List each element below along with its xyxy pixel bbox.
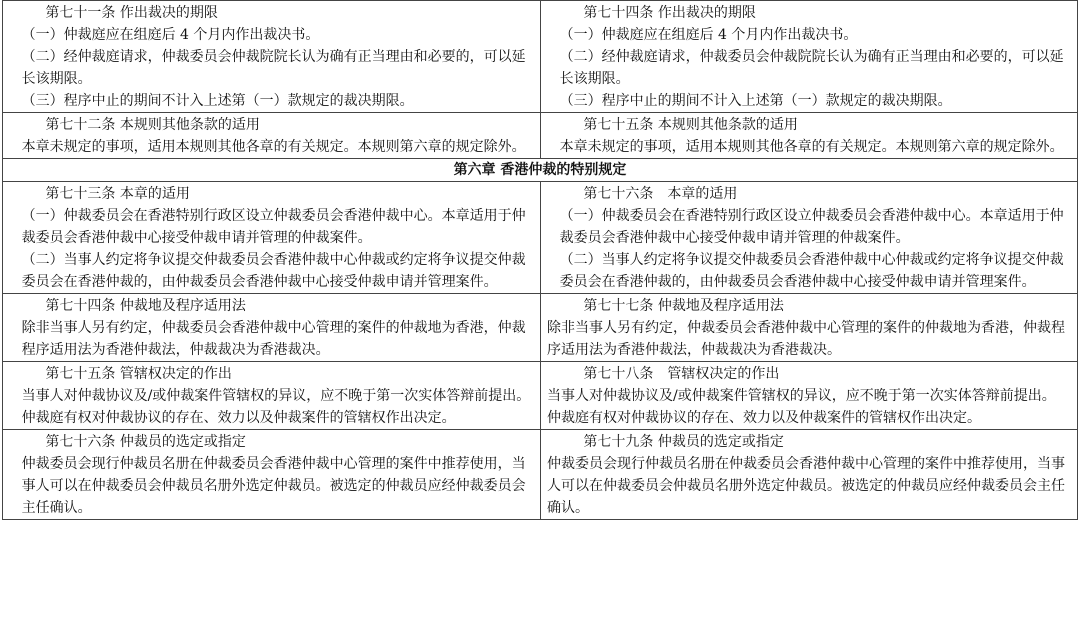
table-row [3,294,1078,362]
article-heading: 第七十七条 仲裁地及程序适用法 [583,298,784,314]
article-heading: 第七十八条 管辖权决定的作出 [583,366,780,382]
paragraph: （三）程序中止的期间不计入上述第（一）款规定的裁决期限。 [21,93,414,109]
left-cell [3,430,541,520]
table-row [3,1,1078,113]
article-heading: 第七十一条 作出裁决的期限 [45,5,218,21]
article-heading: 第七十四条 仲裁地及程序适用法 [45,298,246,314]
table-row [3,430,1078,520]
paragraph: （二）当事人约定将争议提交仲裁委员会香港仲裁中心仲裁或约定将争议提交仲裁委员会在香港仲裁的，由仲裁委员会香港仲裁中心接受仲裁申请并管理案件。 [21,252,526,290]
comparison-table [2,0,1078,520]
paragraph: （一）仲裁庭应在组庭后 4 个月内作出裁决书。 [21,27,320,43]
left-cell [3,182,541,294]
right-cell [541,430,1078,520]
article-heading: 第七十五条 管辖权决定的作出 [45,366,232,382]
paragraph: （三）程序中止的期间不计入上述第（一）款规定的裁决期限。 [559,93,952,109]
right-cell [541,182,1078,294]
paragraph: （一）仲裁庭应在组庭后 4 个月内作出裁决书。 [559,27,858,43]
article-heading: 第七十二条 本规则其他条款的适用 [45,117,260,133]
paragraph: 本章未规定的事项，适用本规则其他各章的有关规定。本规则第六章的规定除外。 [559,139,1064,155]
paragraph: 仲裁庭有权对仲裁协议的存在、效力以及仲裁案件的管辖权作出决定。 [21,410,456,426]
article-heading: 第七十六条 仲裁员的选定或指定 [45,434,246,450]
paragraph: （二）经仲裁庭请求，仲裁委员会仲裁院院长认为确有正当理由和必要的，可以延长该期限。 [21,49,526,87]
article-heading: 第七十四条 作出裁决的期限 [583,5,756,21]
article-heading: 第七十五条 本规则其他条款的适用 [583,117,798,133]
paragraph: 仲裁庭有权对仲裁协议的存在、效力以及仲裁案件的管辖权作出决定。 [547,410,981,426]
table-row [3,182,1078,294]
table-row [3,113,1078,159]
left-cell [3,294,541,362]
right-cell [541,294,1078,362]
paragraph: 当事人对仲裁协议及/或仲裁案件管辖权的异议，应不晚于第一次实体答辩前提出。 [547,388,1056,404]
paragraph: 除非当事人另有约定，仲裁委员会香港仲裁中心管理的案件的仲裁地为香港，仲裁程序适用法为香港仲裁法，仲裁裁决为香港裁决。 [547,320,1065,358]
paragraph: （一）仲裁委员会在香港特别行政区设立仲裁委员会香港仲裁中心。本章适用于仲裁委员会香港仲裁中心接受仲裁申请并管理的仲裁案件。 [21,208,526,246]
chapter-title: 第六章 香港仲裁的特别规定 [3,159,1078,182]
table-row [3,362,1078,430]
paragraph: 当事人对仲裁协议及/或仲裁案件管辖权的异议，应不晚于第一次实体答辩前提出。 [21,388,531,404]
left-cell [3,113,541,159]
right-cell [541,1,1078,113]
table-row [3,159,1078,182]
paragraph: 除非当事人另有约定，仲裁委员会香港仲裁中心管理的案件的仲裁地为香港，仲裁程序适用法为香港仲裁法，仲裁裁决为香港裁决。 [21,320,526,358]
paragraph: （一）仲裁委员会在香港特别行政区设立仲裁委员会香港仲裁中心。本章适用于仲裁委员会香港仲裁中心接受仲裁申请并管理的仲裁案件。 [559,208,1064,246]
right-cell [541,113,1078,159]
left-cell [3,362,541,430]
paragraph: 本章未规定的事项，适用本规则其他各章的有关规定。本规则第六章的规定除外。 [21,139,526,155]
article-heading: 第七十三条 本章的适用 [45,186,190,202]
paragraph: 仲裁委员会现行仲裁员名册在仲裁委员会香港仲裁中心管理的案件中推荐使用，当事人可以在仲裁委员会仲裁员名册外选定仲裁员。被选定的仲裁员应经仲裁委员会主任确认。 [547,456,1065,516]
article-heading: 第七十九条 仲裁员的选定或指定 [583,434,784,450]
right-cell [541,362,1078,430]
paragraph: 仲裁委员会现行仲裁员名册在仲裁委员会香港仲裁中心管理的案件中推荐使用，当事人可以在仲裁委员会仲裁员名册外选定仲裁员。被选定的仲裁员应经仲裁委员会主任确认。 [21,456,526,516]
left-cell [3,1,541,113]
paragraph: （二）当事人约定将争议提交仲裁委员会香港仲裁中心仲裁或约定将争议提交仲裁委员会在香港仲裁的，由仲裁委员会香港仲裁中心接受仲裁申请并管理案件。 [559,252,1064,290]
paragraph: （二）经仲裁庭请求，仲裁委员会仲裁院院长认为确有正当理由和必要的，可以延长该期限。 [559,49,1064,87]
article-heading: 第七十六条 本章的适用 [583,186,738,202]
